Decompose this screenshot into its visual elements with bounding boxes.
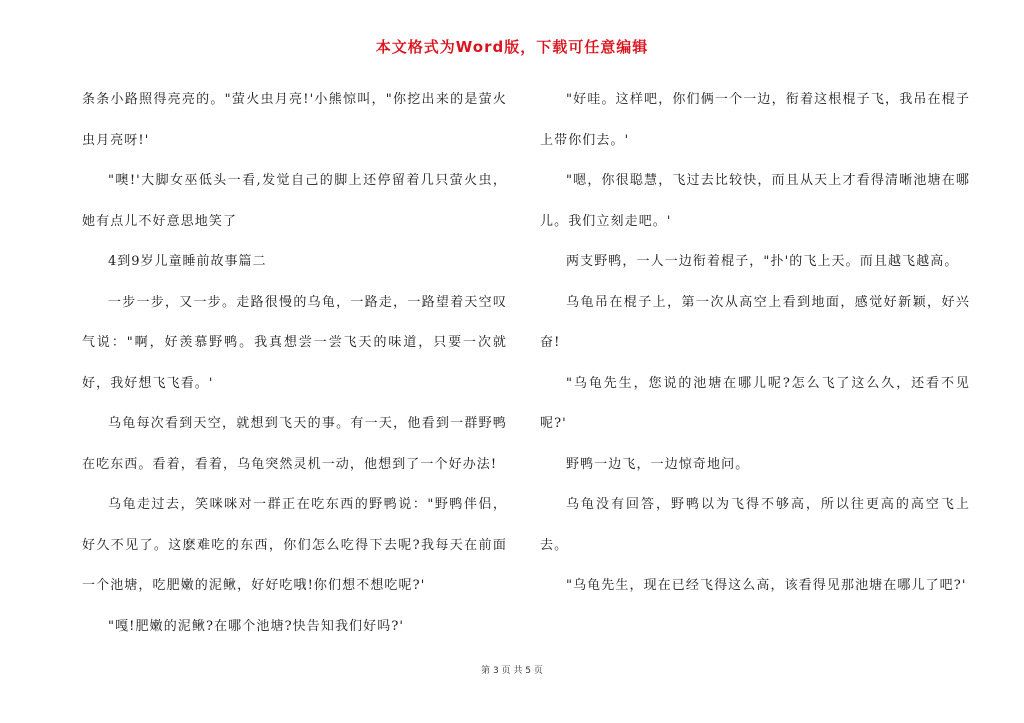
paragraph: 乌龟走过去，笑咪咪对一群正在吃东西的野鸭说："野鸭伴侣，好久不见了。这麽难吃的东西，你们怎么吃得下去呢?我每天在前面一个池塘，吃肥嫩的泥鳅，好好吃哦!你们想不想吃呢?' — [82, 497, 507, 593]
paragraph: "噢!'大脚女巫低头一看,发觉自己的脚上还停留着几只萤火虫，她有点儿不好意思地笑了 — [82, 173, 507, 229]
paragraph: "乌龟先生，现在已经飞得这么高，该看得见那池塘在哪儿了吧?' — [566, 578, 967, 593]
paragraph: 乌龟吊在棍子上，第一次从高空上看到地面，感觉好新颖，好兴奋! — [540, 294, 970, 350]
section-heading: 4到9岁儿童睡前故事篇二 — [108, 254, 267, 269]
paragraph: 一步一步，又一步。走路很慢的乌龟，一路走，一路望着天空叹气说："啊，好羡慕野鸭。我真想尝一尝飞天的味道，只要一次就好，我好想飞飞看。' — [82, 294, 507, 391]
document-banner: 本文格式为Word版，下载可任意编辑 — [375, 38, 649, 56]
paragraph: 乌龟每次看到天空，就想到飞天的事。有一天，他看到一群野鸭在吃东西。看着，看着，乌龟突然灵机一动，他想到了一个好办法! — [82, 416, 507, 472]
paragraph: "好哇。这样吧，你们俩一个一边，衔着这根棍子飞，我吊在棍子上带你们去。' — [540, 92, 970, 148]
paragraph: 乌龟没有回答，野鸭以为飞得不够高，所以往更高的高空飞上去。 — [540, 497, 970, 553]
paragraph: "嘎!肥嫩的泥鳅?在哪个池塘?快告知我们好吗?' — [108, 618, 405, 634]
paragraph: 野鸭一边飞，一边惊奇地问。 — [566, 456, 750, 472]
left-text-column — [82, 80, 507, 647]
page-number: 第 3 页 共 5 页 — [481, 666, 543, 676]
paragraph: "嗯，你很聪慧，飞过去比较快，而且从天上才看得清晰池塘在哪儿。我们立刻走吧。' — [540, 173, 970, 229]
right-text-column — [540, 80, 970, 607]
paragraph: "乌龟先生，您说的池塘在哪儿呢?怎么飞了这么久，还看不见呢?' — [540, 375, 970, 431]
paragraph: 条条小路照得亮亮的。"萤火虫月亮!'小熊惊叫，"你挖出来的是萤火虫月亮呀!' — [82, 92, 507, 148]
paragraph: 两支野鸭，一人一边衔着棍子，"扑'的飞上天。而且越飞越高。 — [566, 254, 959, 269]
